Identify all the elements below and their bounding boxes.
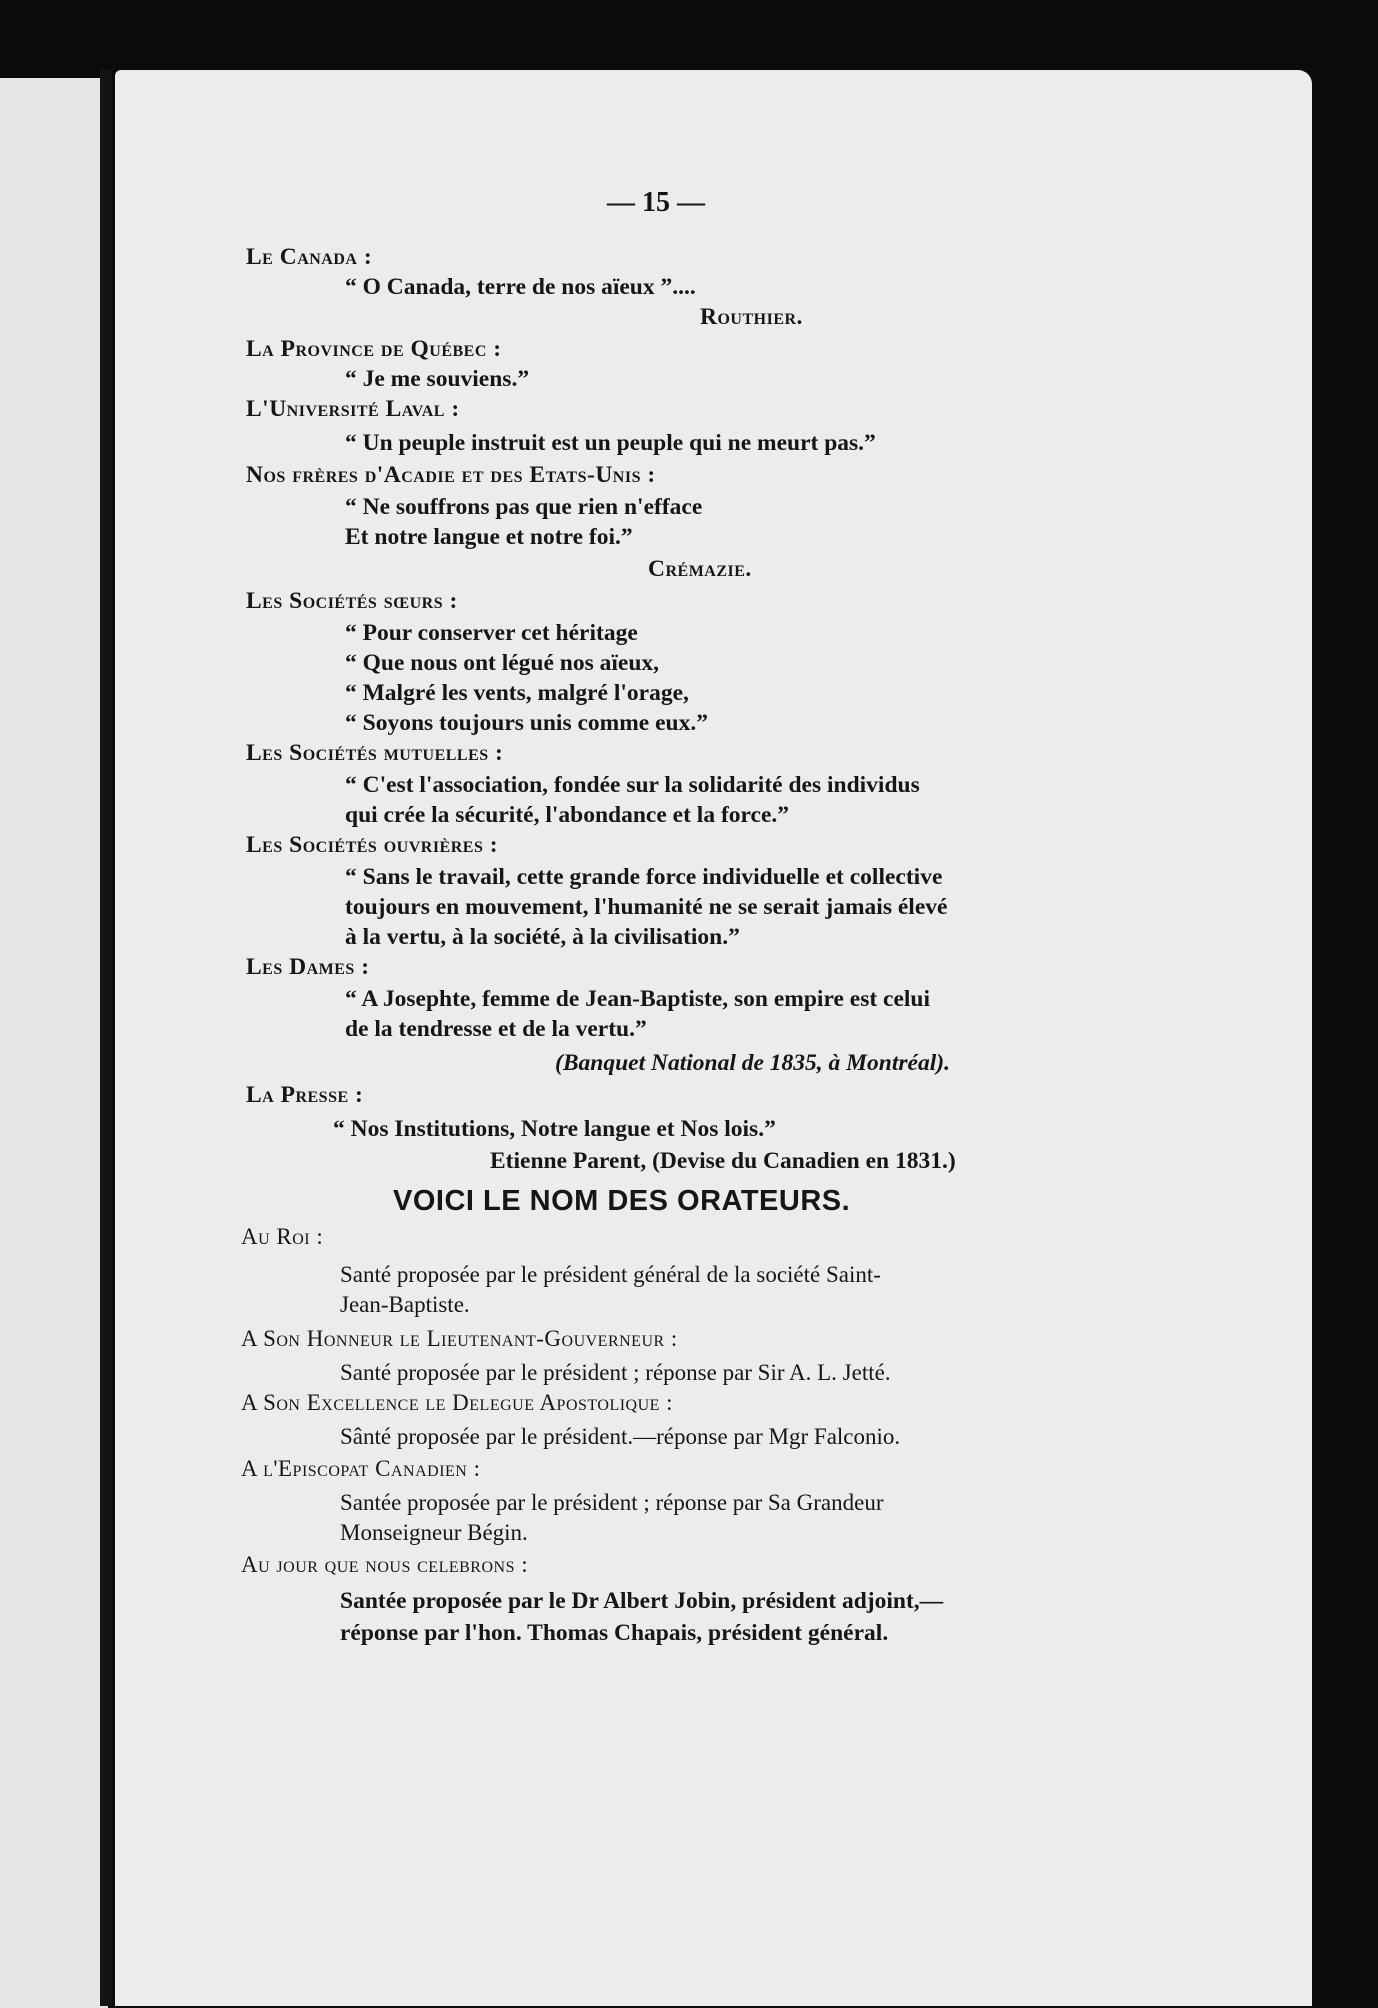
toast-line: qui crée la sécurité, l'abondance et la force.” xyxy=(345,802,790,828)
toast-line: “ Je me souviens.” xyxy=(345,366,530,392)
page-number: — 15 — xyxy=(607,187,705,218)
orator-line: Santée proposée par le président ; réponse par Sa Grandeur xyxy=(340,1490,884,1515)
toast-title-canada: Le Canada : xyxy=(246,244,373,270)
orator-line: réponse par l'hon. Thomas Chapais, président général. xyxy=(340,1620,889,1646)
toast-citation: Etienne Parent, (Devise du Canadien en 1831.) xyxy=(490,1148,956,1174)
toast-title-dames: Les Dames : xyxy=(246,954,370,980)
orator-title-delegue-apostolique: A Son Excellence le Delegue Apostolique : xyxy=(241,1390,674,1415)
toast-title-societes-ouvrieres: Les Sociétés ouvrières : xyxy=(246,832,499,858)
toast-line: “ Pour conserver cet héritage xyxy=(345,620,638,646)
toast-line: “ Ne souffrons pas que rien n'efface xyxy=(345,494,703,520)
page-gutter-shadow xyxy=(100,70,112,2006)
orator-line: Santé proposée par le président général de la société Saint- xyxy=(340,1262,881,1287)
toast-line: “ A Josephte, femme de Jean-Baptiste, son empire est celui xyxy=(345,986,931,1012)
section-heading: VOICI LE NOM DES ORATEURS. xyxy=(393,1185,851,1217)
document-page xyxy=(115,70,1312,2006)
toast-line: “ Nos Institutions, Notre langue et Nos lois.” xyxy=(333,1116,776,1142)
toast-line: “ Soyons toujours unis comme eux.” xyxy=(345,710,708,736)
toast-line: “ C'est l'association, fondée sur la solidarité des individus xyxy=(345,772,920,798)
toast-line: “ Un peuple instruit est un peuple qui ne meurt pas.” xyxy=(345,430,876,456)
orator-title-episcopat: A l'Episcopat Canadien : xyxy=(241,1456,481,1481)
toast-line: “ Malgré les vents, malgré l'orage, xyxy=(345,680,689,706)
left-page-margin xyxy=(0,78,108,2008)
toast-title-presse: La Presse : xyxy=(246,1082,364,1108)
toast-line: toujours en mouvement, l'humanité ne se serait jamais élevé xyxy=(345,894,948,920)
orator-line: Santée proposée par le Dr Albert Jobin, président adjoint,— xyxy=(340,1588,944,1614)
orator-line: Jean-Baptiste. xyxy=(340,1292,470,1317)
orator-title-roi: Au Roi : xyxy=(241,1224,324,1249)
orator-title-lieutenant-gouverneur: A Son Honneur le Lieutenant-Gouverneur : xyxy=(241,1326,678,1351)
toast-line: “ O Canada, terre de nos aïeux ”.... xyxy=(345,274,696,300)
toast-title-societes-soeurs: Les Sociétés sœurs : xyxy=(246,588,458,614)
toast-title-quebec: La Province de Québec : xyxy=(246,336,502,362)
orator-line: Sânté proposée par le président.—réponse par Mgr Falconio. xyxy=(340,1424,901,1449)
toast-author: Crémazie. xyxy=(648,556,752,582)
toast-citation: (Banquet National de 1835, à Montréal). xyxy=(555,1050,950,1076)
orator-line: Monseigneur Bégin. xyxy=(340,1520,528,1545)
toast-line: à la vertu, à la société, à la civilisation.” xyxy=(345,924,740,950)
toast-title-laval: L'Université Laval : xyxy=(246,396,460,422)
toast-line: Et notre langue et notre foi.” xyxy=(345,524,633,550)
toast-title-societes-mutuelles: Les Sociétés mutuelles : xyxy=(246,740,504,766)
toast-author: Routhier. xyxy=(700,304,803,330)
toast-line: “ Que nous ont légué nos aïeux, xyxy=(345,650,660,676)
toast-title-acadie: Nos frères d'Acadie et des Etats-Unis : xyxy=(246,462,656,488)
toast-line: “ Sans le travail, cette grande force individuelle et collective xyxy=(345,864,943,890)
toast-line: de la tendresse et de la vertu.” xyxy=(345,1016,647,1042)
orator-title-jour: Au jour que nous celebrons : xyxy=(241,1552,529,1577)
orator-line: Santé proposée par le président ; réponse par Sir A. L. Jetté. xyxy=(340,1360,891,1385)
